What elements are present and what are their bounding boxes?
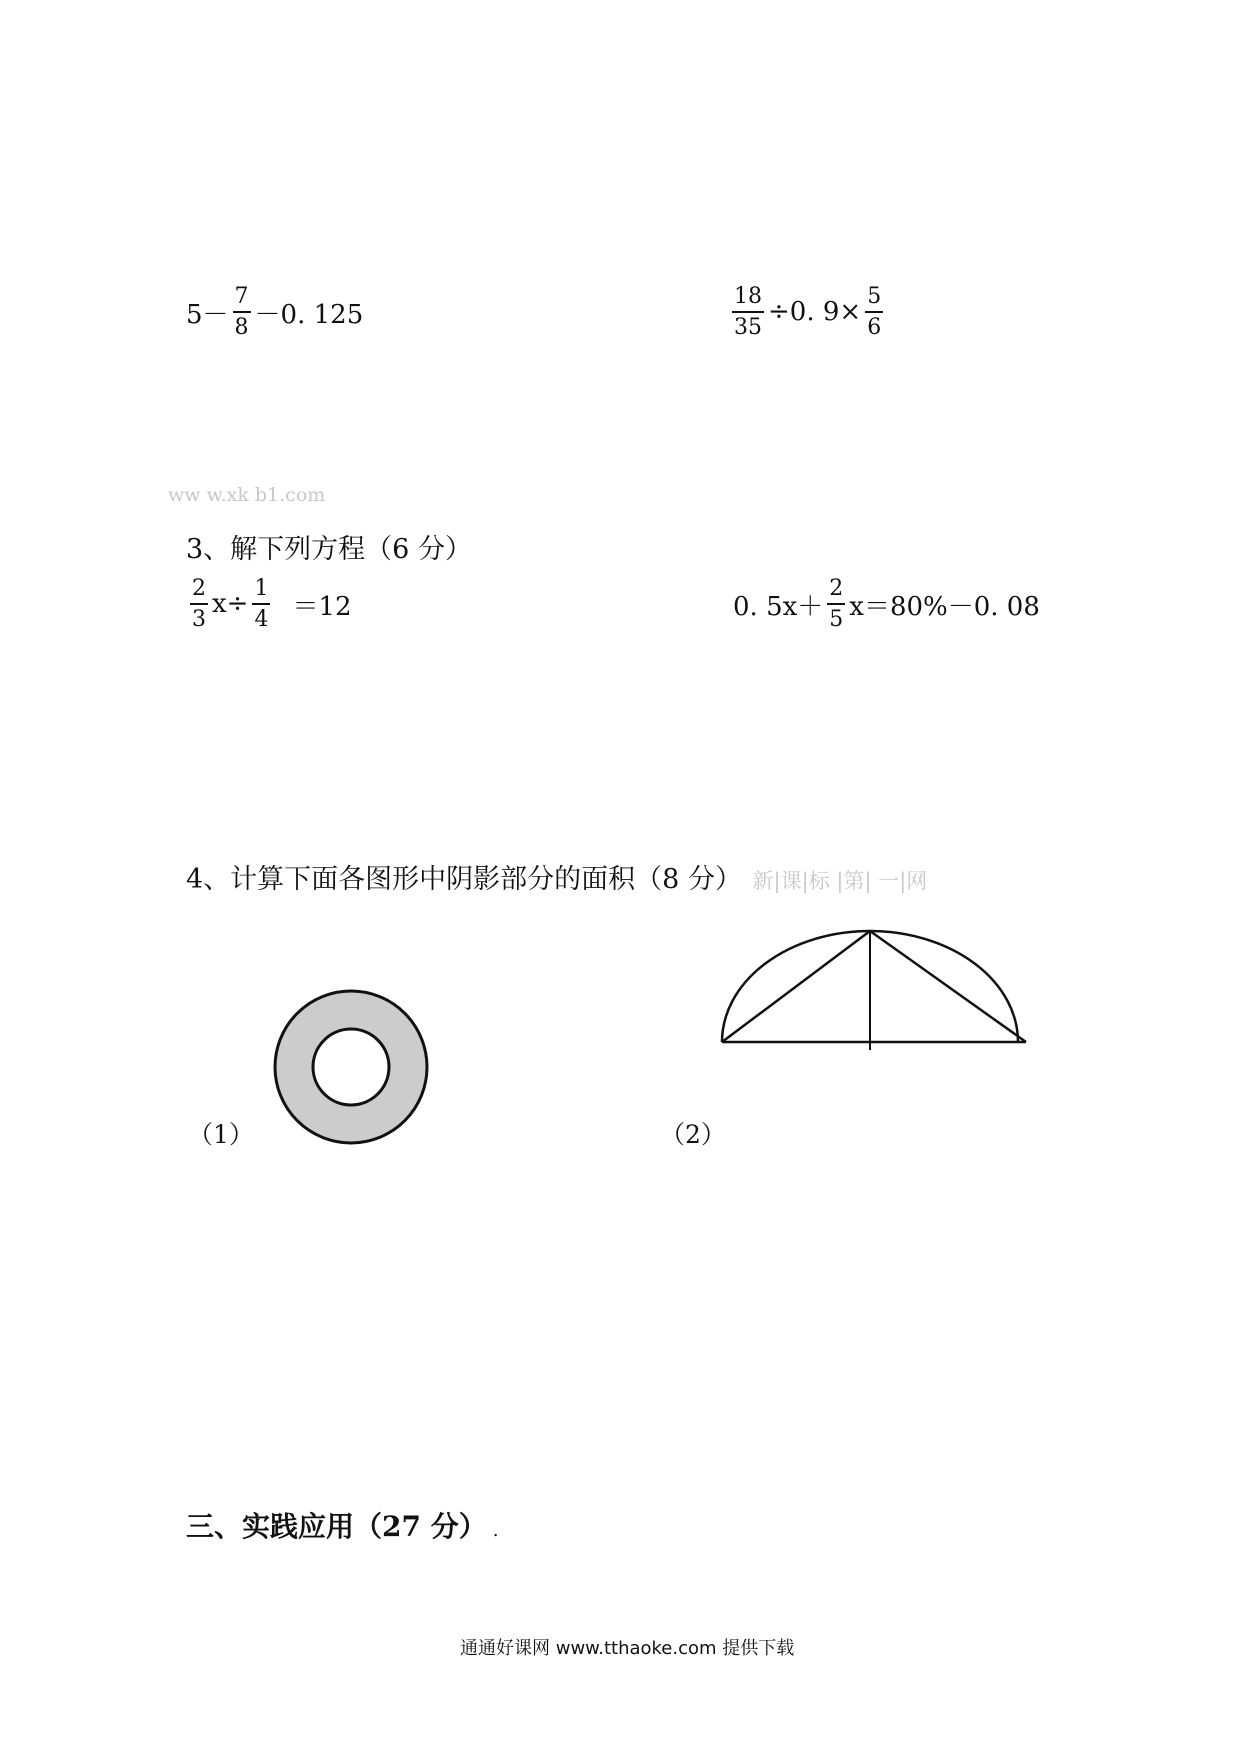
part3-title-line [186, 1505, 498, 1545]
calc-right-expression [728, 286, 887, 339]
triangle-left-side [722, 931, 870, 1042]
frac-denominator: 5 [829, 606, 844, 632]
frac-denominator: 6 [867, 314, 882, 340]
footer-credit: 通通好课网 www.tthaoke.com 提供下载 [460, 1638, 795, 1659]
calc-right-mid: ÷0. 9× [768, 297, 862, 328]
eq1-fraction1 [190, 578, 208, 631]
frac-denominator: 4 [254, 606, 269, 632]
figure1-ring [270, 986, 432, 1148]
eq2-fraction [827, 578, 845, 631]
ring-inner-circle [313, 1029, 389, 1105]
equation1 [186, 578, 352, 631]
frac-numerator: 18 [734, 284, 762, 309]
part3-title: 三、实践应用（27 分） [186, 1510, 487, 1543]
eq1-rhs: ＝12 [292, 591, 352, 622]
frac-denominator: 3 [192, 606, 206, 632]
eq2-rhs: x＝80%－0. 08 [849, 591, 1040, 622]
frac-numerator: 7 [234, 284, 249, 309]
frac-numerator: 2 [192, 576, 206, 601]
eq1-fraction2 [252, 578, 270, 631]
section3-title: 3、解下列方程（6 分） [186, 534, 472, 565]
frac-denominator: 35 [734, 314, 762, 340]
frac-numerator: 5 [867, 284, 882, 309]
eq1-mid: x÷ [212, 589, 249, 620]
frac-numerator: 1 [254, 576, 269, 601]
calc-left-expression [186, 286, 363, 339]
figure1-label: （1） [188, 1120, 254, 1149]
section4-title-line [186, 857, 927, 896]
calc-left-term1: 5－ [186, 299, 229, 330]
figure2-semicircle-triangle [700, 920, 1040, 1060]
frac-denominator: 8 [234, 314, 249, 340]
part3-trailing-dot: . [492, 1520, 499, 1541]
frac-numerator: 2 [829, 576, 844, 601]
watermark-xkb1: ww w.xk b1.com [168, 484, 326, 506]
calc-right-fraction2 [865, 286, 883, 339]
section4-title: 4、计算下面各图形中阴影部分的面积（8 分） [186, 864, 742, 895]
calc-right-fraction1 [732, 286, 764, 339]
calc-left-term2: －0. 125 [254, 299, 364, 330]
eq2-lhs: 0. 5x＋ [733, 591, 824, 622]
calc-left-fraction [233, 286, 251, 339]
figure2-label: （2） [660, 1120, 726, 1149]
watermark-xinkebiao: 新|课|标 |第| 一|网 [752, 869, 928, 893]
equation2 [733, 578, 1040, 631]
